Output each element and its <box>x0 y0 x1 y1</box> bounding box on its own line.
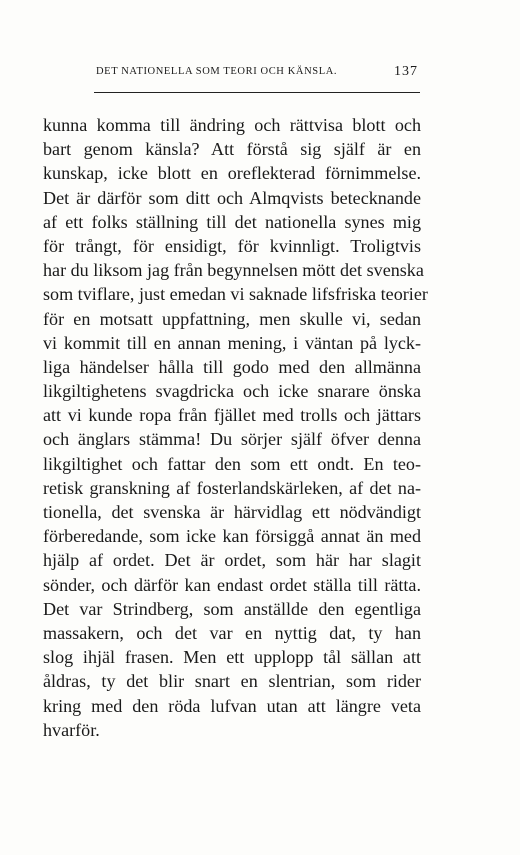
text-line: tionella, det svenska är härvidlag ett nödvändigt <box>43 502 421 522</box>
text-line: kunskap, icke blott en oreflekterad förnimmelse. <box>43 163 421 184</box>
text-line: liga händelser hålla till godo med den allmänna <box>43 356 421 377</box>
text-line: slog ihjäl frasen. Men ett upplopp tål sällan att <box>43 647 421 668</box>
text-line: Det är därför som ditt och Almqvists betecknande <box>43 187 421 208</box>
body-text <box>43 113 428 742</box>
text-line: likgiltighet och fattar den som ett ondt. En teo- <box>43 453 421 474</box>
text-line: kunna komma till ändring och rättvisa blott och <box>43 115 421 135</box>
running-head <box>96 64 420 82</box>
text-line: sönder, och därför kan endast ordet ställa till rätta. <box>43 574 421 595</box>
text-line: retisk granskning af fosterlandskärleken, af det na- <box>43 477 421 498</box>
text-line: bart genom känsla? Att förstå sig själf är en <box>43 139 421 160</box>
page-number: 137 <box>394 64 418 79</box>
text-line: har du liksom jag från begynnelsen mött det svenska <box>43 260 424 281</box>
text-line: som tviflare, just emedan vi saknade lifsfriska teorier <box>43 284 428 305</box>
text-line: för trångt, för ensidigt, för kvinnligt. Troligtvis <box>43 235 421 256</box>
text-line: hvarför. <box>43 719 100 740</box>
text-line: åldras, ty det blir snart en slentrian, som rider <box>43 671 421 692</box>
text-line: och änglars stämma! Du sörjer själf öfver denna <box>43 429 421 450</box>
text-line: att vi kunde ropa från fjället med trolls och jättars <box>43 405 421 426</box>
text-line: förberedande, som icke kan försiggå annat än med <box>43 526 421 547</box>
running-title: DET NATIONELLA SOM TEORI OCH KÄNSLA. <box>96 66 338 77</box>
text-line: af ett folks ställning till det nationella synes mig <box>43 211 421 232</box>
text-line: kring med den röda lufvan utan att längre veta <box>43 695 421 716</box>
text-line: för en motsatt uppfattning, men skulle vi, sedan <box>43 308 421 329</box>
text-line: massakern, och det var en nyttig dat, ty han <box>43 622 421 643</box>
text-line: vi kommit till en annan mening, i väntan på lyck- <box>43 332 421 353</box>
text-line: Det var Strindberg, som anställde den egentliga <box>43 598 421 619</box>
header-rule <box>94 92 420 93</box>
text-line: hjälp af ordet. Det är ordet, som här har slagit <box>43 550 421 571</box>
text-line: likgiltighetens svagdricka och icke snarare önska <box>43 381 421 402</box>
